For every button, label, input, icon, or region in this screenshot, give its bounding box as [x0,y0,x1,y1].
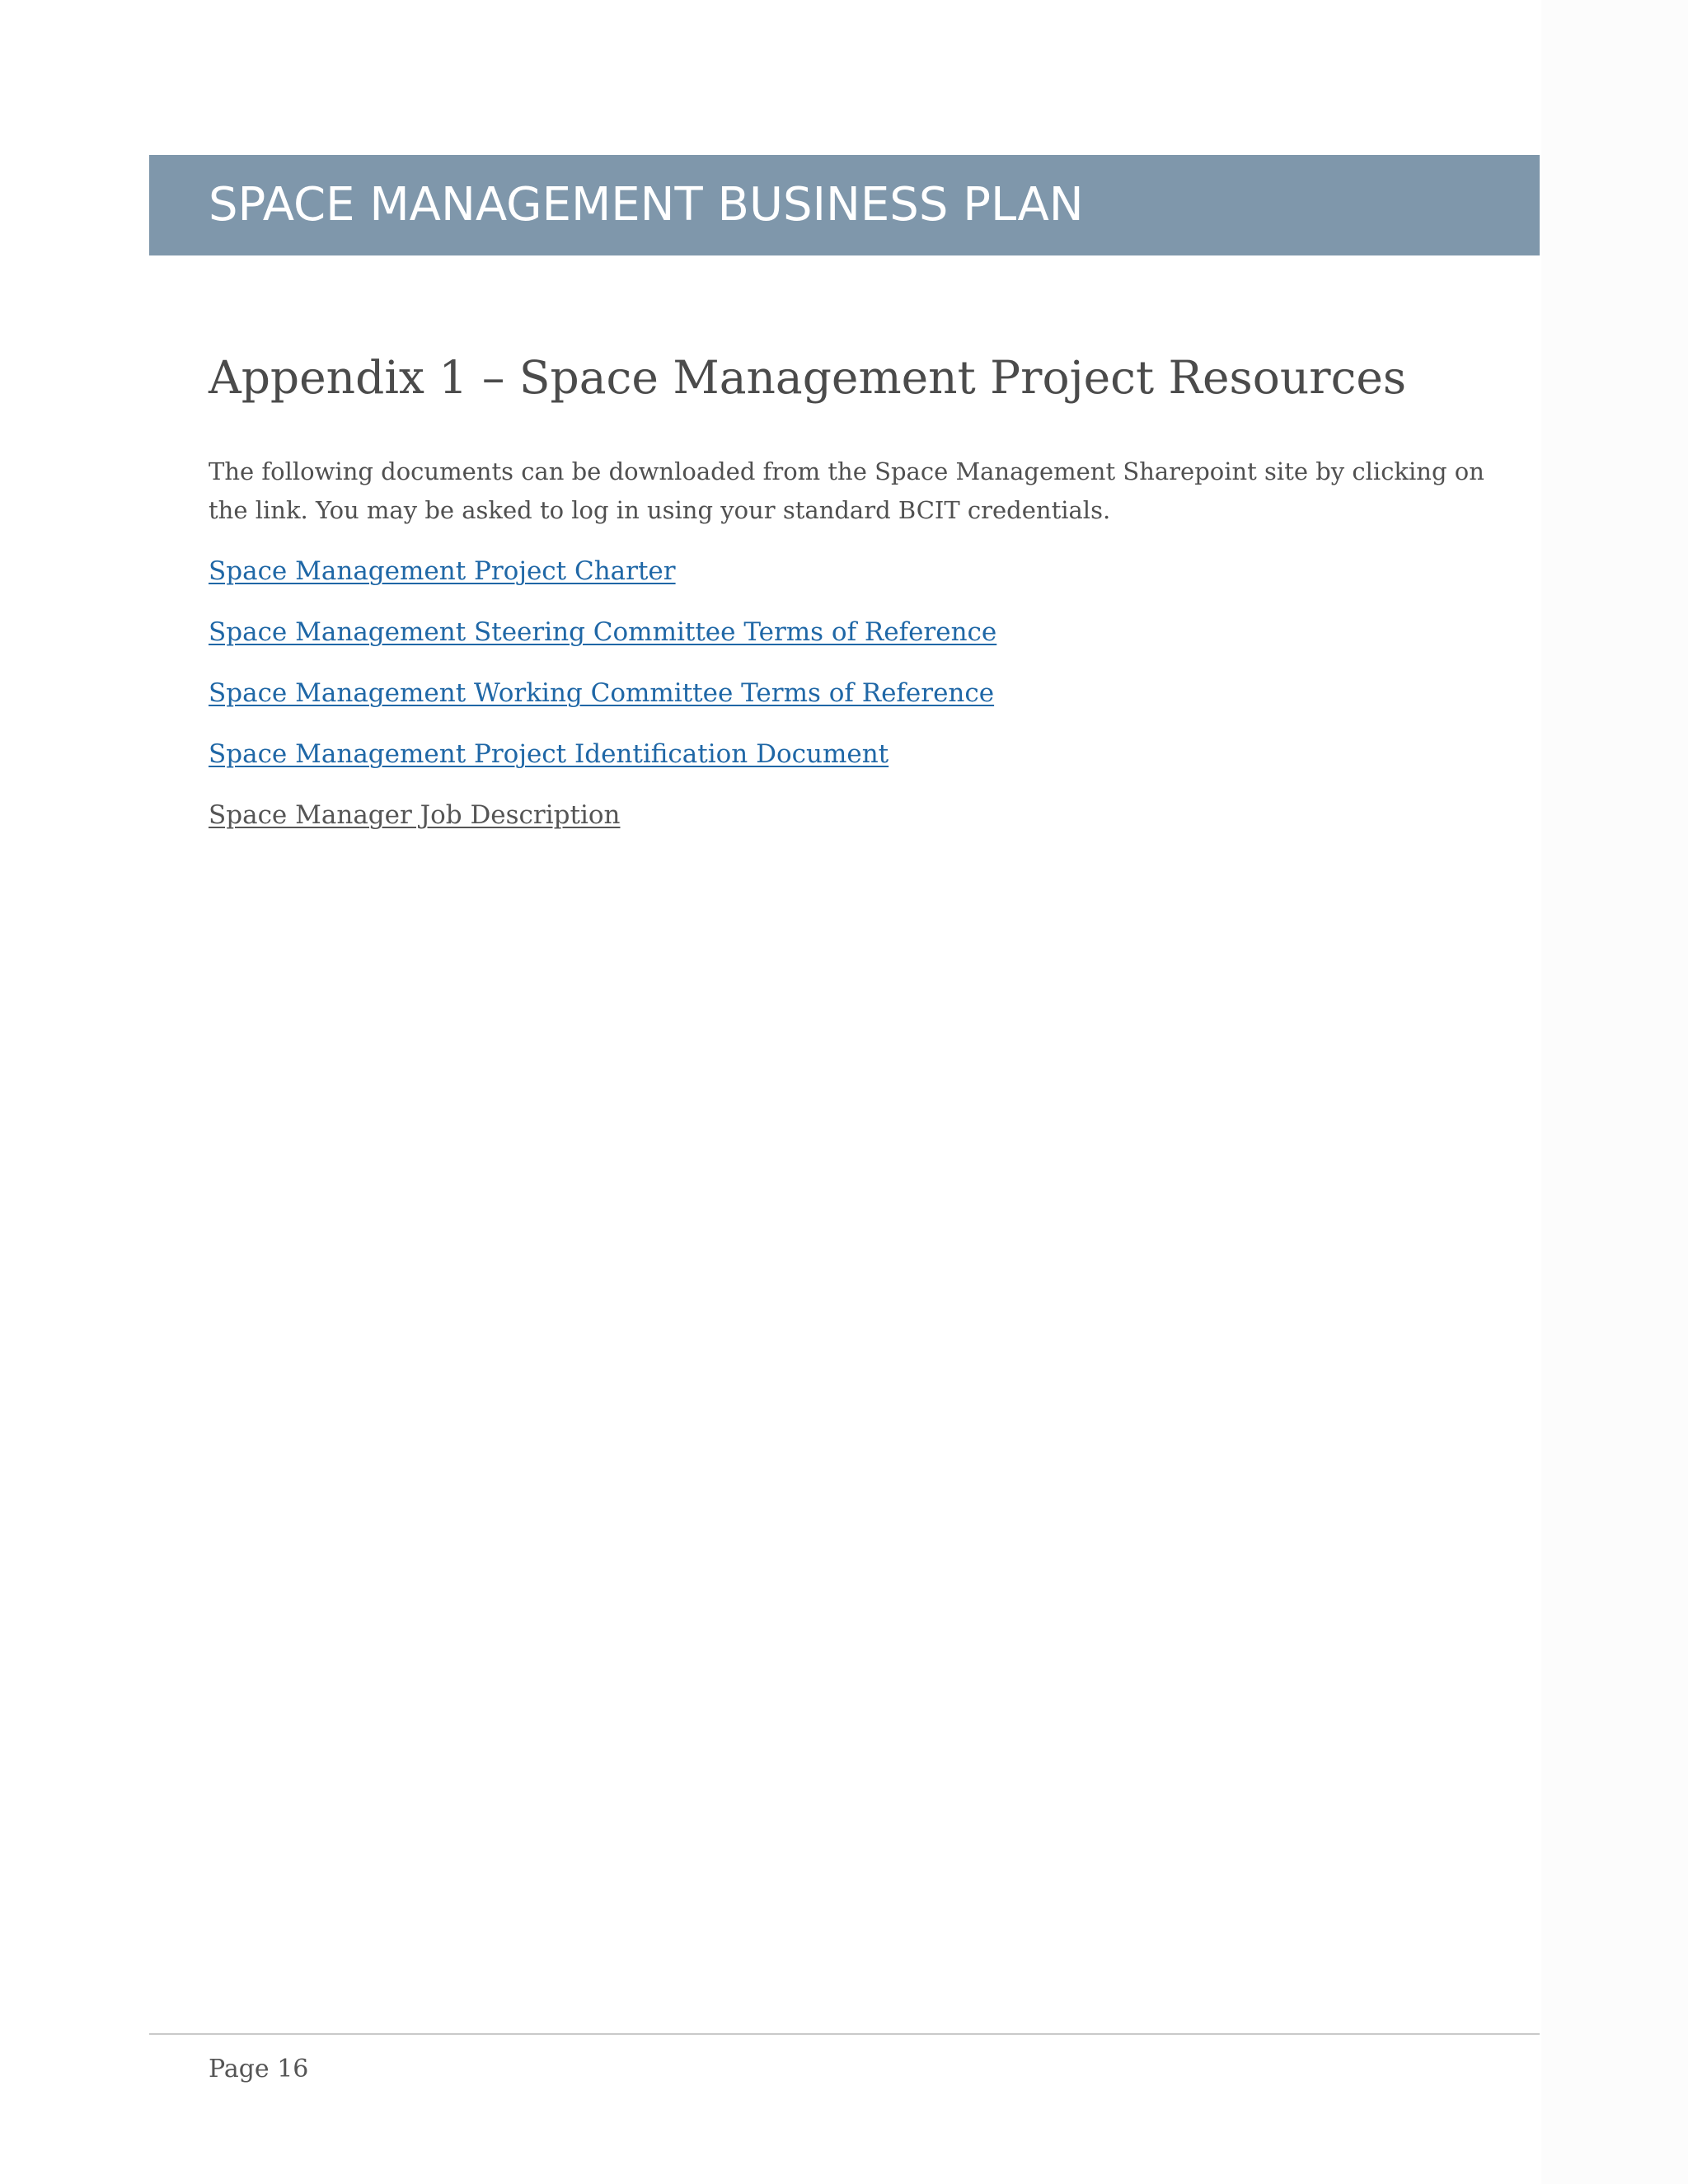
page-margin-tint [1541,0,1688,2184]
link-project-charter[interactable]: Space Management Project Charter [209,556,676,586]
page-number: Page 16 [209,2055,309,2083]
intro-paragraph: The following documents can be downloaded from the Space Management Sharepoint site by clicking on the link. You may be asked to log in using your standard BCIT credentials. [209,457,1484,524]
link-steering-committee-terms[interactable]: Space Management Steering Committee Terms of Reference [209,617,997,647]
footer-divider [149,2033,1540,2035]
link-working-committee-terms[interactable]: Space Management Working Committee Terms of Reference [209,678,995,708]
link-space-manager-job-description[interactable]: Space Manager Job Description [209,800,621,830]
document-title: SPACE MANAGEMENT BUSINESS PLAN [209,178,1084,232]
document-header-band [149,155,1540,255]
appendix-heading: Appendix 1 – Space Management Project Resources [209,351,1407,404]
link-project-identification-document[interactable]: Space Management Project Identification Document [209,739,889,769]
